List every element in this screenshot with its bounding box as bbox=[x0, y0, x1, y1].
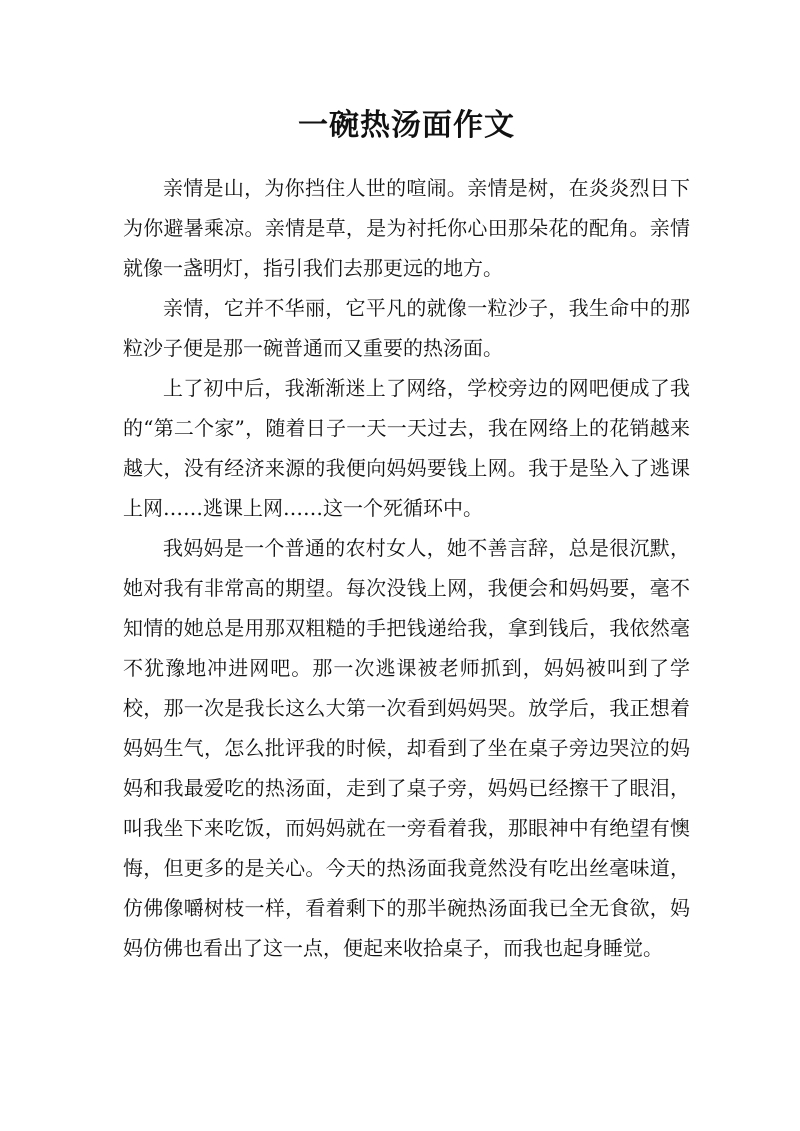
paragraph-2: 亲情，它并不华丽，它平凡的就像一粒沙子，我生命中的那粒沙子便是那一碗普通而又重要的热汤面。 bbox=[123, 296, 690, 360]
paragraph-4: 我妈妈是一个普通的农村女人，她不善言辞，总是很沉默，她对我有非常高的期望。每次没钱上网，我便会和妈妈要，毫不知情的她总是用那双粗糙的手把钱递给我，拿到钱后，我依然毫不犹豫地冲进网吧。那一次逃课被老师抓到，妈妈被叫到了学校，那一次是我长这么大第一次看到妈妈哭。放学后，我正想着妈妈生气，怎么批评我的时候，却看到了坐在桌子旁边哭泣的妈妈和我最爱吃的热汤面，走到了桌子旁，妈妈已经擦干了眼泪，叫我坐下来吃饭，而妈妈就在一旁看着我，那眼神中有绝望有懊悔，但更多的是关心。今天的热汤面我竟然没有吃出丝毫味道，仿佛像嚼树枝一样，看着剩下的那半碗热汤面我已全无食欲，妈妈仿佛也看出了这一点，便起来收拾桌子，而我也起身睡觉。 bbox=[123, 536, 690, 960]
paragraph-1: 亲情是山，为你挡住人世的喧闹。亲情是树，在炎炎烈日下为你避暑乘凉。亲情是草，是为衬托你心田那朵花的配角。亲情就像一盏明灯，指引我们去那更远的地方。 bbox=[123, 176, 690, 280]
paragraph-3: 上了初中后，我渐渐迷上了网络，学校旁边的网吧便成了我的“第二个家”，随着日子一天一天过去，我在网络上的花销越来越大，没有经济来源的我便向妈妈要钱上网。我于是坠入了逃课上网……逃课上网……这一个死循环中。 bbox=[123, 376, 690, 520]
article-body bbox=[123, 168, 690, 968]
document-title: 一碗热汤面作文 bbox=[298, 108, 515, 143]
